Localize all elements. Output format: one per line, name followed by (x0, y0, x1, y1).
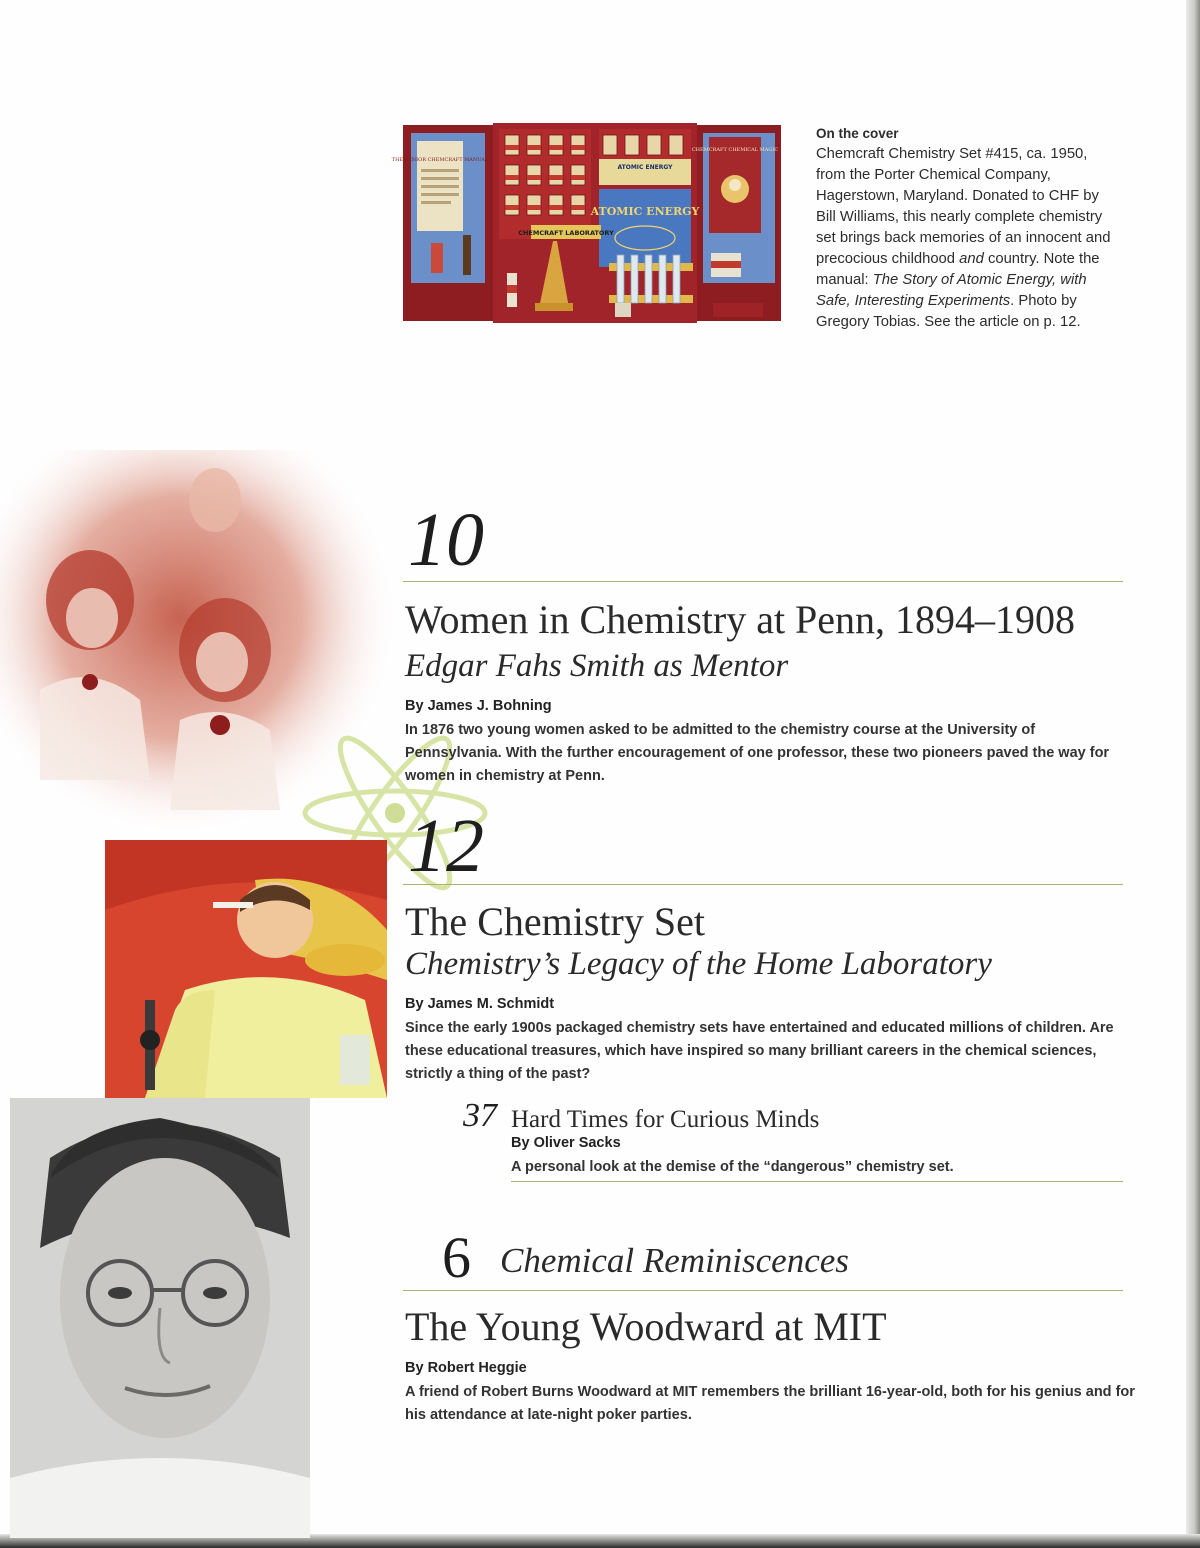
column-byline: By Robert Heggie (405, 1360, 527, 1376)
chemical-magic-book-title: CHEMCRAFT CHEMICAL MAGIC (691, 147, 779, 153)
atomic-energy-banner: ATOMIC ENERGY (590, 205, 700, 218)
cover-photo-chemistry-set (391, 123, 781, 323)
cover-caption-text-2: country. Note the manual: (816, 251, 1100, 288)
column-name: Chemical Reminiscences (500, 1241, 849, 1280)
cover-caption-text-3: . Photo by Gregory Tobias. See the article on p. 12. (816, 293, 1081, 330)
chemistry-set-boy-illustration (105, 840, 387, 1098)
column-title: The Young Woodward at MIT (405, 1304, 887, 1349)
sidebar-article-title: Hard Times for Curious Minds (511, 1106, 820, 1133)
cover-caption-manual-title: The Story of Atomic Energy, with Safe, Interesting Experiments (816, 272, 1087, 309)
woodward-portrait-photo (10, 1098, 310, 1538)
cover-caption-emphasis-and: and (959, 251, 984, 267)
sidebar-article-rule (511, 1181, 1123, 1182)
column-rule (403, 1290, 1123, 1291)
article-1-page-number: 10 (408, 498, 484, 582)
article-1-byline: By James J. Bohning (405, 698, 552, 714)
column-page-number: 6 (442, 1225, 471, 1290)
article-1-title: Women in Chemistry at Penn, 1894–1908 (405, 597, 1076, 642)
page-edge (1186, 0, 1200, 1548)
cover-caption-heading: On the cover (816, 126, 899, 141)
column-summary: A friend of Robert Burns Woodward at MIT remembers the brilliant 16-year-old, both for his genius and for his attendance at late-night poker parties. (405, 1384, 1135, 1423)
article-1-rule (403, 581, 1123, 582)
article-2-byline: By James M. Schmidt (405, 996, 555, 1012)
article-2-summary: Since the early 1900s packaged chemistry sets have entertained and educated millions of children. Are these educational treasures, which have inspired so many brilliant careers in the chemical sciences, strictly a thing of the past? (405, 1020, 1114, 1082)
article-2-rule (403, 884, 1123, 885)
cover-caption-text-1: Chemcraft Chemistry Set #415, ca. 1950, from the Porter Chemical Company, Hagerstown, Maryland. Donated to CHF by Bill Williams, this nearly complete chemistry set brings back memories of an innocent and precocious childhood (816, 146, 1111, 267)
article-1-subtitle: Edgar Fahs Smith as Mentor (405, 648, 789, 684)
sidebar-article-byline: By Oliver Sacks (511, 1135, 621, 1151)
article-2-title: The Chemistry Set (405, 899, 705, 944)
sidebar-article-summary: A personal look at the demise of the “dangerous” chemistry set. (511, 1159, 954, 1175)
atomic-energy-label: ATOMIC ENERGY (617, 164, 673, 171)
article-2-subtitle: Chemistry’s Legacy of the Home Laboratory (405, 946, 992, 982)
sidebar-article-page-number: 37 (463, 1097, 497, 1134)
chemcraft-brand-label: CHEMCRAFT LABORATORY (518, 229, 614, 237)
article-1-summary: In 1876 two young women asked to be admitted to the chemistry course at the University of Pennsylvania. With the further encouragement of one professor, these two pioneers paved the way for women in chemistry at Penn. (405, 722, 1110, 784)
manual-left-text: THE SENIOR CHEMCRAFT MANUAL (391, 157, 489, 163)
article-2-page-number: 12 (408, 804, 484, 888)
cover-caption (816, 123, 1116, 333)
